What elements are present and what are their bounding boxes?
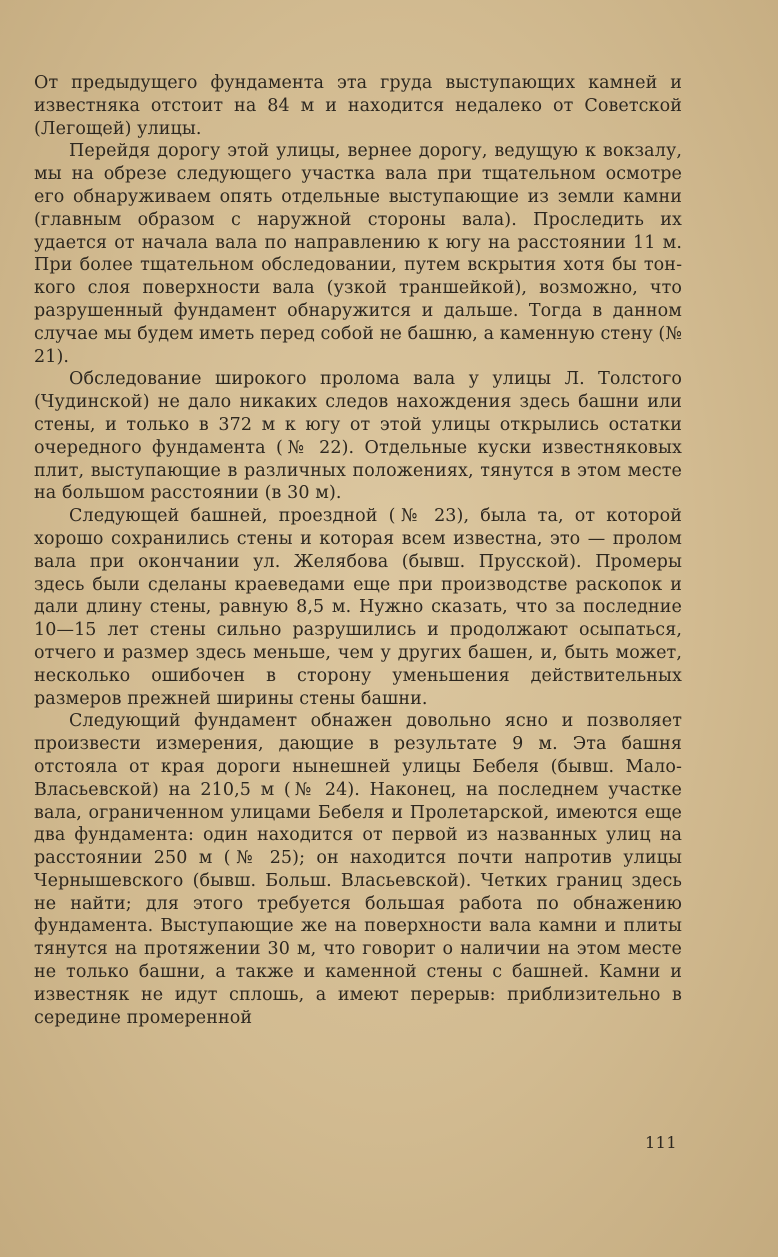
- paragraph-3: Обследование широкого пролома вала у улицы Л. Толстого (Чудинской) не дало никаких следов нахождения здесь башни или стены, и только в 372 м к югу от этой улицы открылись остатки очередного фундамента (№ 22). Отдельные куски известняковых плит, выступающие в различных положениях, тянутся в этом месте на большом расстоянии (в 30 м).: [34, 369, 682, 504]
- paragraph-4: Следующей башней, проездной (№ 23), была та, от которой хорошо сохранились стены и которая всем известна, это — пролом вала при окончании ул. Желябова (бывш. Прусской). Промеры здесь были сделаны краеведами еще при производстве раскопок и дали длину стены, равную 8,5 м. Нужно сказать, что за последние 10—15 лет стены сильно разрушились и продолжают осыпаться, отчего и размер здесь меньше, чем у других башен, и, быть может, несколько ошибочен в сторону уменьшения действительных размеров прежней ширины стены башни.: [34, 506, 682, 709]
- paragraph-1: От предыдущего фундамента эта груда выступающих камней и известняка отстоит на 84 м и находится недалеко от Советской (Легощей) улицы.: [34, 73, 682, 139]
- body-text: [34, 72, 682, 1029]
- page-number: 111: [645, 1133, 678, 1152]
- paragraph-2: Перейдя дорогу этой улицы, вернее дорогу, ведущую к вокзалу, мы на обрезе следующего участка вала при тщательном осмотре его обнаруживаем опять отдельные выступающие из земли камни (главным образом с наружной стороны вала). Проследить их удается от начала вала по направлению к югу на расстоянии 11 м. При более тщательном обследовании, путем вскрытия хотя бы тонкого слоя поверхности вала (узкой траншейкой), возможно, что разрушенный фундамент обнаружится и дальше. Тогда в данном случае мы будем иметь перед собой не башню, а каменную стену (№ 21).: [34, 141, 682, 367]
- paragraph-5: Следующий фундамент обнажен довольно ясно и позволяет произвести измерения, дающие в результате 9 м. Эта башня отстояла от края дороги нынешней улицы Бебеля (бывш. Мало-Власьевской) на 210,5 м (№ 24). Наконец, на последнем участке вала, ограниченном улицами Бебеля и Пролетарской, имеются еще два фундамента: один находится от первой из названных улиц на расстоянии 250 м (№ 25); он находится почти напротив улицы Чернышевского (бывш. Больш. Власьевской). Четких границ здесь не найти; для этого требуется большая работа по обнажению фундамента. Выступающие же на поверхности вала камни и плиты тянутся на протяжении 30 м, что говорит о наличии на этом месте не только башни, а также и каменной стены с башней. Камни и известняк не идут сплошь, а имеют перерыв: приблизительно в середине промеренной: [34, 711, 682, 1028]
